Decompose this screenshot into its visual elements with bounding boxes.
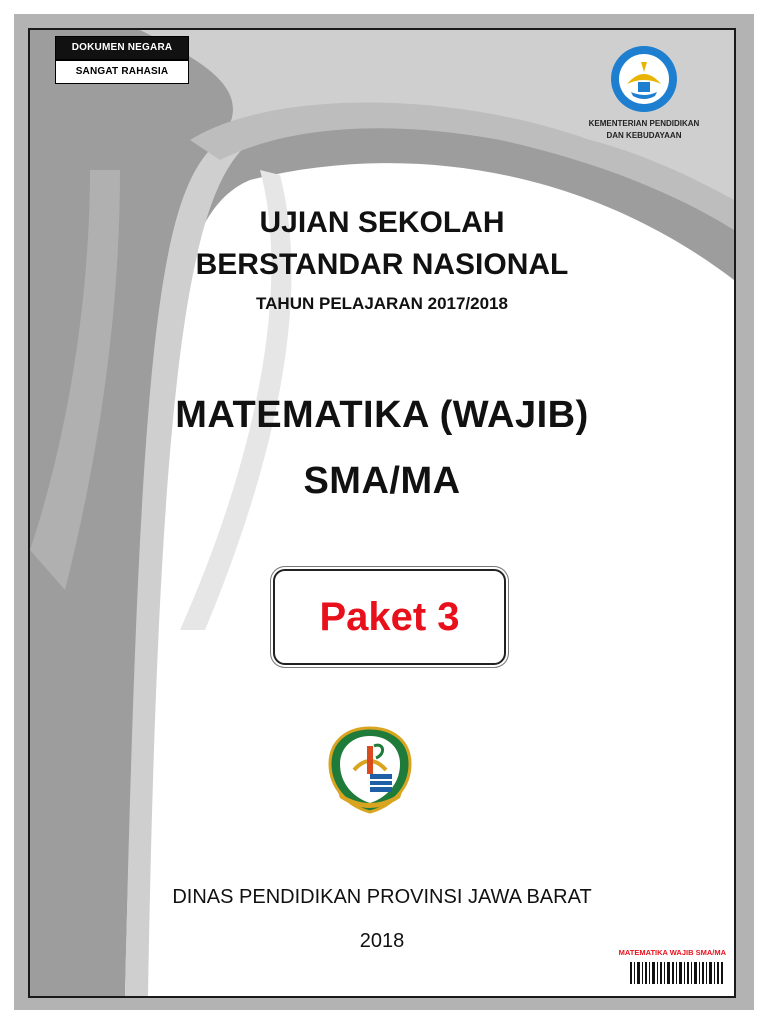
- package-box: [273, 569, 506, 665]
- cover-page: [28, 28, 736, 998]
- jawa-barat-emblem-icon: [324, 724, 416, 816]
- ministry-line-2: DAN KEBUDAYAAN: [606, 131, 682, 140]
- footer-subject-label: MATEMATIKA WAJIB SMA/MA: [618, 948, 726, 957]
- doc-label-sangat-rahasia: SANGAT RAHASIA: [55, 60, 189, 84]
- ministry-line-1: KEMENTERIAN PENDIDIKAN: [588, 119, 700, 128]
- subject-name: MATEMATIKA (WAJIB): [175, 394, 589, 436]
- institution-name: DINAS PENDIDIKAN PROVINSI JAWA BARAT: [172, 886, 592, 908]
- background-swoosh: [30, 30, 734, 996]
- academic-year: TAHUN PELAJARAN 2017/2018: [256, 294, 508, 313]
- ministry-name: [578, 118, 710, 142]
- package-label: Paket 3: [319, 595, 460, 639]
- exam-title-line-2: BERSTANDAR NASIONAL: [195, 248, 569, 281]
- publication-year: 2018: [359, 930, 405, 952]
- doc-label-dokumen-negara: DOKUMEN NEGARA: [55, 36, 189, 60]
- barcode-icon: [630, 962, 724, 984]
- exam-title-line-1: UJIAN SEKOLAH: [259, 206, 505, 239]
- school-level: SMA/MA: [303, 460, 461, 502]
- tut-wuri-handayani-logo-icon: [603, 44, 685, 114]
